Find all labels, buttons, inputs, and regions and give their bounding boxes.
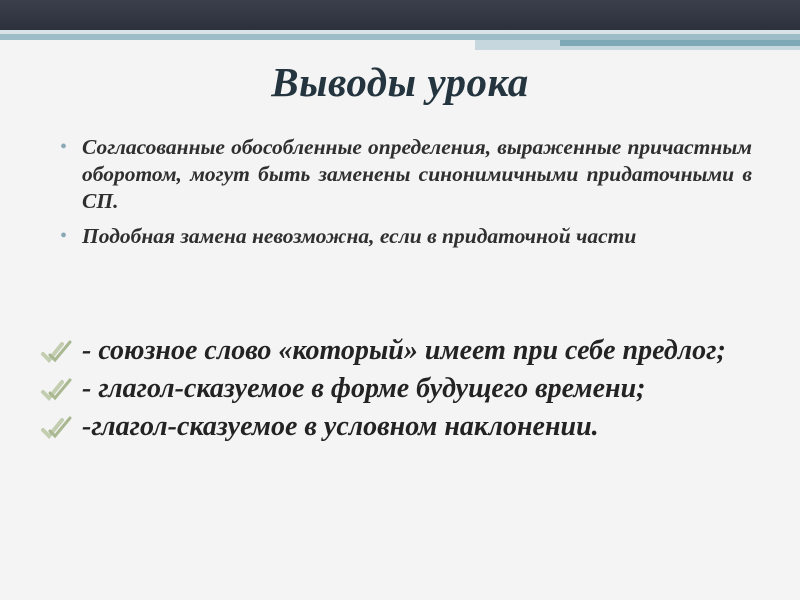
check-item	[40, 409, 752, 444]
check-item	[40, 371, 752, 406]
check-list	[40, 333, 752, 447]
header-accent-extension-dark	[560, 40, 800, 46]
bullet-list	[60, 134, 752, 258]
check-item-text: - союзное слово «который» имеет при себе предлог;	[82, 335, 726, 366]
check-mark-icon	[40, 339, 76, 365]
bullet-text: Подобная замена невозможна, если в придаточной части	[82, 224, 637, 248]
check-mark-icon	[40, 377, 76, 403]
bullet-item	[60, 134, 752, 215]
header-bar	[0, 0, 800, 30]
check-item-text: - глагол-сказуемое в форме будущего времени;	[82, 373, 646, 404]
bullet-dot-icon: •	[60, 136, 68, 158]
bullet-dot-icon: •	[60, 225, 68, 247]
slide-title: Выводы урока	[271, 59, 529, 105]
check-item-text: -глагол-сказуемое в условном наклонении.	[82, 411, 599, 442]
bullet-item	[60, 223, 752, 250]
check-mark-icon	[40, 415, 76, 441]
check-item	[40, 333, 752, 368]
bullet-text: Согласованные обособленные определения, выраженные причастным оборотом, могут быть заменены синонимичными придаточными в СП.	[82, 135, 752, 213]
